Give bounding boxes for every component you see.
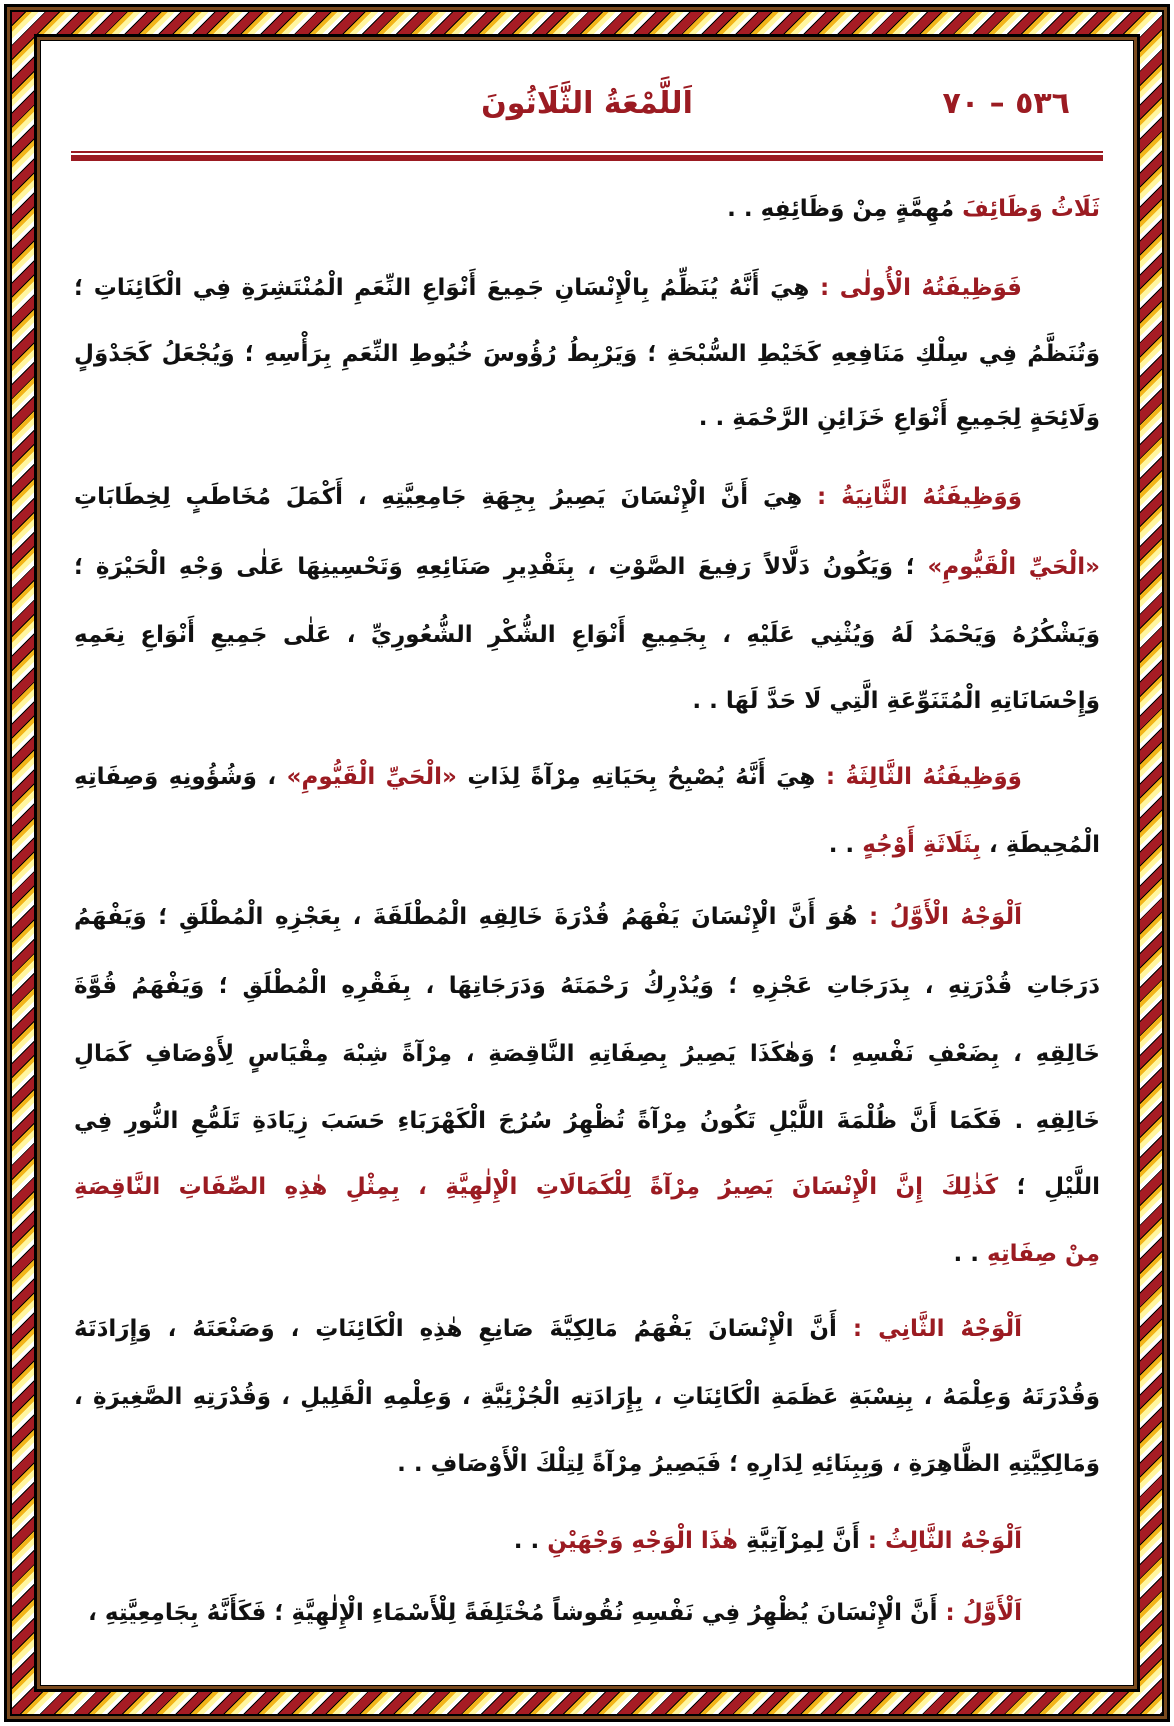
body-phrase: مُهِمَّةٍ مِنْ وَظَائِفِهِ . . xyxy=(727,196,963,222)
body-phrase: هُوَ أَنَّ الْإِنْسَانَ يَفْهَمُ قُدْرَةَ خَالِقِهِ الْمُطْلَقَةَ ، بِعَجْزِهِ الْمُطْلَقِ ؛ وَيَفْهَمُ xyxy=(74,904,869,930)
body-phrase: ؛ وَيَكُونُ دَلَّالاً رَفِيعَ الصَّوْتِ ، بِتَقْدِيرِ صَنَائِعِهِ وَتَحْسِينِهَا عَلٰى وَجْهِ الْحَيْرَةِ ؛ xyxy=(74,554,928,580)
heading-phrase: مِنْ صِفَاتِهِ xyxy=(987,1241,1100,1267)
body-phrase: أَنَّ لِمِرْآتِيَّةِ xyxy=(738,1528,868,1554)
body-phrase: دَرَجَاتِ قُدْرَتِهِ ، بِدَرَجَاتِ عَجْزِهِ ؛ وَيُدْرِكُ رَحْمَتَهُ وَدَرَجَاتِهَا ، بِفَقْرِهِ الْمُطْلَقِ ؛ وَيَفْهَمُ قُوَّةَ xyxy=(74,973,1100,999)
text-line xyxy=(74,1591,1100,1635)
heading-phrase: اَلْوَجْهُ الثَّانِي : xyxy=(852,1316,1022,1342)
text-line xyxy=(74,475,1100,519)
heading-phrase: اَلْوَجْهُ الثَّالِثُ : xyxy=(867,1528,1022,1554)
text-line xyxy=(74,545,1100,589)
body-phrase: . . xyxy=(828,832,863,858)
heading-phrase: بِثَلَاثَةِ أَوْجُهٍ xyxy=(862,832,981,858)
body-phrase: خَالِقِهِ . فَكَمَا أَنَّ ظُلْمَةَ اللَّيْلِ تَكُونُ مِرْآةً تُظْهِرُ سُرُجَ الْكَهْرَبَاءِ حَسَبَ زِيَادَةِ تَلَمُّعِ النُّورِ فِي xyxy=(74,1108,1100,1134)
heading-phrase: ثَلَاثُ وَظَائِفَ xyxy=(962,196,1100,222)
body-phrase: هِيَ أَنَّهُ يُصْبِحُ بِحَيَاتِهِ مِرْآةً لِذَاتِ xyxy=(456,764,826,790)
body-phrase: وَلَائِحَةٍ لِجَمِيعِ أَنْوَاعِ خَزَائِنِ الرَّحْمَةِ . . xyxy=(698,405,1100,431)
body-phrase: وَإِحْسَانَاتِهِ الْمُتَنَوِّعَةِ الَّتِي لَا حَدَّ لَهَا . . xyxy=(692,688,1100,714)
body-phrase: وَمَالِكِيَّتِهِ الظَّاهِرَةِ ، وَبِبِنَائِهِ لِدَارِهِ ؛ فَيَصِيرُ مِرْآةً لِتِلْكَ الْأَوْصَافِ . . xyxy=(397,1451,1100,1477)
body-phrase: . . xyxy=(953,1241,988,1267)
text-line xyxy=(74,613,1100,657)
body-phrase: اللَّيْلِ ؛ xyxy=(998,1174,1101,1200)
text-line xyxy=(74,964,1100,1008)
text-line xyxy=(74,396,1100,440)
text-line xyxy=(74,1307,1100,1351)
body-phrase: خَالِقِهِ ، بِضَعْفِ نَفْسِهِ ؛ وَهٰكَذَا يَصِيرُ بِصِفَاتِهِ النَّاقِصَةِ ، مِرْآةً شِبْهَ مِقْيَاسٍ لِأَوْصَافِ كَمَالِ xyxy=(74,1041,1100,1067)
text-line xyxy=(74,1232,1100,1276)
body-phrase: أَنَّ الْإِنْسَانَ يَفْهَمُ مَالِكِيَّةَ صَانِعِ هٰذِهِ الْكَائِنَاتِ ، وَصَنْعَتَهُ ، وَإِرَادَتَهُ xyxy=(74,1316,853,1342)
text-line xyxy=(74,1099,1100,1143)
body-phrase: هِيَ أَنَّ الْإِنْسَانَ يَصِيرُ بِجِهَةِ جَامِعِيَّتِهِ ، أَكْمَلَ مُخَاطَبٍ لِخِطَابَاتِ xyxy=(74,484,818,510)
body-phrase: . . xyxy=(513,1528,548,1554)
text-line xyxy=(74,823,1100,867)
body-phrase: أَنَّ الْإِنْسَانَ يُظْهِرُ فِي نَفْسِهِ نُقُوشاً مُخْتَلِفَةً لِلْأَسْمَاءِ الْإِلٰهِيَّةِ ؛ فَكَأَنَّهُ بِجَامِعِيَّتِهِ ، xyxy=(88,1600,946,1626)
heading-phrase: اَلْوَجْهُ الْأَوَّلُ : xyxy=(868,904,1022,930)
header-rule-thick xyxy=(71,155,1103,161)
heading-phrase: كَذٰلِكَ إِنَّ الْإِنْسَانَ يَصِيرُ مِرْآةً لِلْكَمَالَاتِ الْإِلٰهِيَّةِ ، بِمِثْلِ هٰذِهِ الصِّفَاتِ النَّاقِصَةِ xyxy=(74,1174,999,1200)
heading-phrase: «الْحَيِّ الْقَيُّومِ» xyxy=(286,764,457,790)
body-phrase: هِيَ أَنَّهُ يُنَظِّمُ بِالْإِنْسَانِ جَمِيعَ أَنْوَاعِ النِّعَمِ الْمُنْتَشِرَةِ فِي الْكَائِنَاتِ ؛ xyxy=(74,275,820,301)
header-rule-thin xyxy=(71,151,1103,153)
heading-phrase: فَوَظِيفَتُهُ الْأُولٰى : xyxy=(819,275,1022,301)
text-line xyxy=(74,332,1100,376)
text-line xyxy=(74,1442,1100,1486)
body-phrase: وَيَشْكُرُهُ وَيَحْمَدُ لَهُ وَيُثْنِي عَلَيْهِ ، بِجَمِيعِ أَنْوَاعِ الشُّكْرِ الشُّعُورِيِّ ، عَلٰى جَمِيعِ أَنْوَاعِ نِعَمِهِ xyxy=(74,622,1100,648)
page-header xyxy=(70,86,1104,136)
body-phrase: ، وَشُؤُونِهِ وَصِفَاتِهِ xyxy=(74,764,287,790)
body-phrase: الْمُحِيطَةِ ، xyxy=(980,832,1100,858)
heading-phrase: وَوَظِيفَتُهُ الثَّانِيَةُ : xyxy=(817,484,1022,510)
body-phrase: وَتُنَظَّمُ فِي سِلْكِ مَنَافِعِهِ كَخَيْطِ السُّبْحَةِ ؛ وَيَرْبِطُ رُؤُوسَ خُيُوطِ النِّعَمِ بِرَأْسِهِ ؛ وَيُجْعَلُ كَجَدْوَلٍ xyxy=(74,341,1100,367)
page-number: ٥٣٦ – ٧٠ xyxy=(942,86,1070,121)
heading-phrase: هٰذَا الْوَجْهِ وَجْهَيْنِ xyxy=(547,1528,739,1554)
heading-phrase: اَلْأَوَّلُ : xyxy=(945,1600,1022,1626)
text-line xyxy=(74,1375,1100,1419)
body-phrase: وَقُدْرَتَهُ وَعِلْمَهُ ، بِنِسْبَةِ عَظَمَةِ الْكَائِنَاتِ ، بِإِرَادَتِهِ الْجُزْئِيَّةِ ، وَعِلْمِهِ الْقَلِيلِ ، وَقُدْرَتِهِ الصَّغِيرَةِ ، xyxy=(74,1384,1100,1410)
chapter-title: اَللَّمْعَةُ الثَّلَاثُونَ xyxy=(481,86,693,121)
text-line xyxy=(74,266,1100,310)
heading-phrase: «الْحَيِّ الْقَيُّومِ» xyxy=(927,554,1100,580)
heading-phrase: وَوَظِيفَتُهُ الثَّالِثَةُ : xyxy=(825,764,1022,790)
text-line xyxy=(74,895,1100,939)
text-line xyxy=(74,1165,1100,1209)
text-line xyxy=(74,755,1100,799)
text-line xyxy=(74,679,1100,723)
text-line xyxy=(74,1032,1100,1076)
text-line xyxy=(74,1519,1100,1563)
text-line xyxy=(74,187,1100,231)
